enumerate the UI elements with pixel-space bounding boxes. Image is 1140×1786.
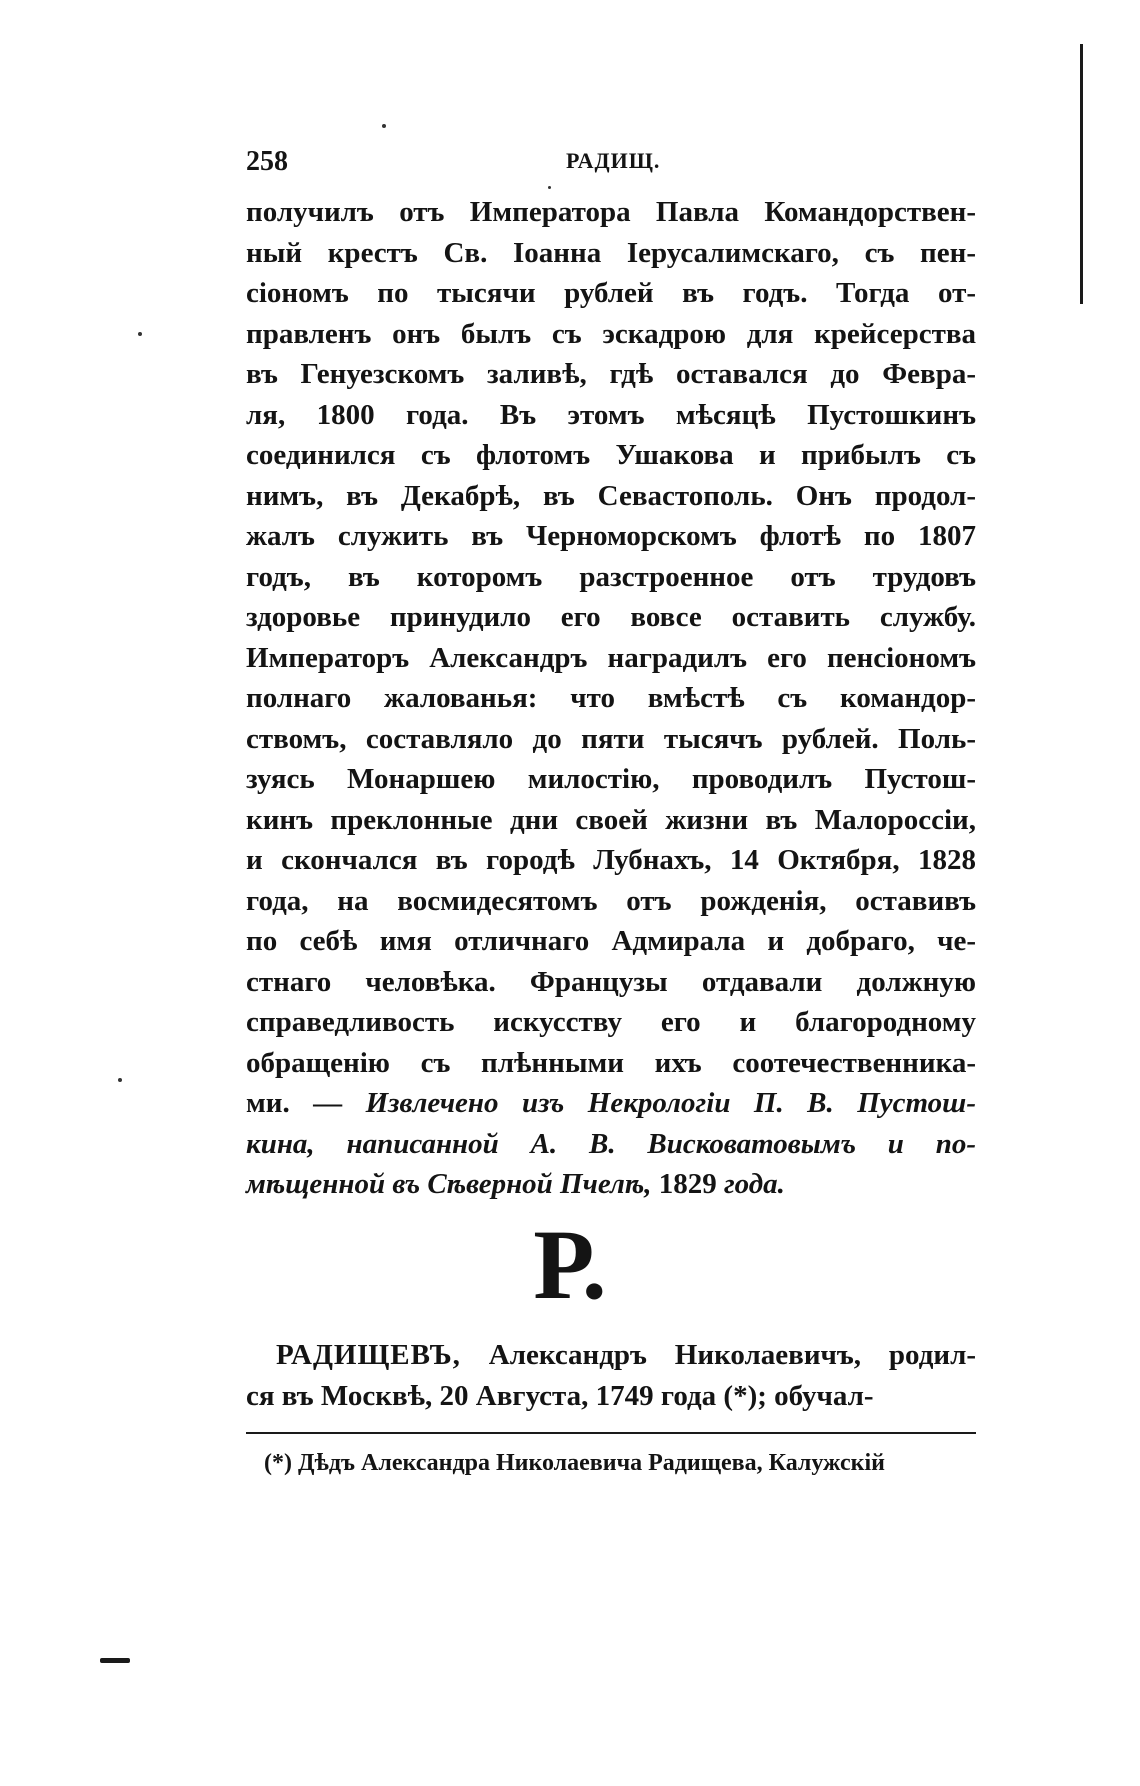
text-line: годъ, въ которомъ разстроенное отъ трудовъ	[246, 560, 976, 593]
citation-text: мѣщенной въ Сѣверной Пчелѣ,	[246, 1168, 652, 1200]
text-line	[246, 1083, 976, 1124]
text-line	[246, 1164, 976, 1205]
text-line: жалъ служить въ Черноморскомъ флотѣ по 1807	[246, 520, 976, 552]
text-line: года, на восмидесятомъ отъ рожденія, оставивъ	[246, 884, 976, 917]
scan-speck	[548, 186, 551, 189]
text-line: въ Генуезскомъ заливѣ, гдѣ оставался до Февра-	[246, 358, 976, 390]
body-paragraph	[246, 192, 976, 1205]
citation-text: кина, написанной А. В. Висковатовымъ и по-	[246, 1127, 976, 1160]
text-line: по себѣ имя отличнаго Адмирала и добраго, че-	[246, 925, 976, 957]
text-line: ся въ Москвѣ, 20 Августа, 1749 года (*); обучал-	[246, 1380, 874, 1412]
scan-speck	[118, 1078, 122, 1082]
text-line: нимъ, въ Декабрѣ, въ Севастополь. Онъ продол-	[246, 479, 976, 512]
text-line	[246, 1335, 976, 1376]
text-line: Императоръ Александръ наградилъ его пенсіономъ	[246, 641, 976, 674]
citation-text: года.	[723, 1168, 785, 1200]
section-letter-heading: Р.	[533, 1209, 607, 1320]
text-fragment: 1829	[651, 1168, 724, 1200]
citation-text: Извлечено изъ Некрологіи П. В. Пустош-	[365, 1087, 976, 1119]
text-line: ный крестъ Св. Іоанна Іерусалимскаго, съ пен-	[246, 236, 976, 269]
text-line: кинъ преклонные дни своей жизни въ Малороссіи,	[246, 803, 976, 836]
scan-speck	[138, 332, 142, 336]
text-line: правленъ онъ былъ съ эскадрою для крейсерства	[246, 317, 976, 350]
text-line: получилъ отъ Императора Павла Командорствен-	[246, 196, 976, 228]
text-line: зуясь Монаршею милостію, проводилъ Пустош-	[246, 763, 976, 795]
text-line: и скончался въ городѣ Лубнахъ, 14 Октября, 1828	[246, 844, 976, 876]
entry-paragraph	[246, 1335, 976, 1417]
text-line: здоровье принудило его вовсе оставить службу.	[246, 601, 976, 633]
scan-speck	[382, 124, 386, 128]
text-fragment: ми. —	[246, 1087, 366, 1119]
text-line: стнаго человѣка. Французы отдавали должную	[246, 965, 976, 998]
entry-text: Александръ Николаевичъ, родил-	[460, 1339, 976, 1371]
footnote: (*) Дѣдъ Александра Николаевича Радищева, Калужскій	[264, 1450, 885, 1476]
text-line: справедливость искусству его и благородному	[246, 1006, 976, 1038]
entry-name: РАДИЩЕВЪ,	[276, 1339, 461, 1371]
page-number: 258	[246, 146, 288, 177]
footnote-rule	[246, 1432, 976, 1434]
text-line: полнаго жалованья: что вмѣстѣ съ командор-	[246, 682, 976, 714]
text-line: сіономъ по тысячи рублей въ годъ. Тогда от-	[246, 277, 976, 309]
text-line: ствомъ, составляло до пяти тысячъ рублей. Поль-	[246, 722, 976, 755]
scan-edge-line	[1080, 44, 1083, 304]
text-line: ля, 1800 года. Въ этомъ мѣсяцѣ Пустошкинъ	[246, 398, 976, 431]
text-line	[246, 1124, 976, 1165]
scan-edge-mark	[100, 1658, 130, 1663]
text-line: соединился съ флотомъ Ушакова и прибылъ съ	[246, 439, 976, 471]
text-line: обращенію съ плѣнными ихъ соотечественника-	[246, 1046, 976, 1079]
running-head: РАДИЩ.	[566, 148, 661, 173]
page-header	[246, 146, 986, 180]
